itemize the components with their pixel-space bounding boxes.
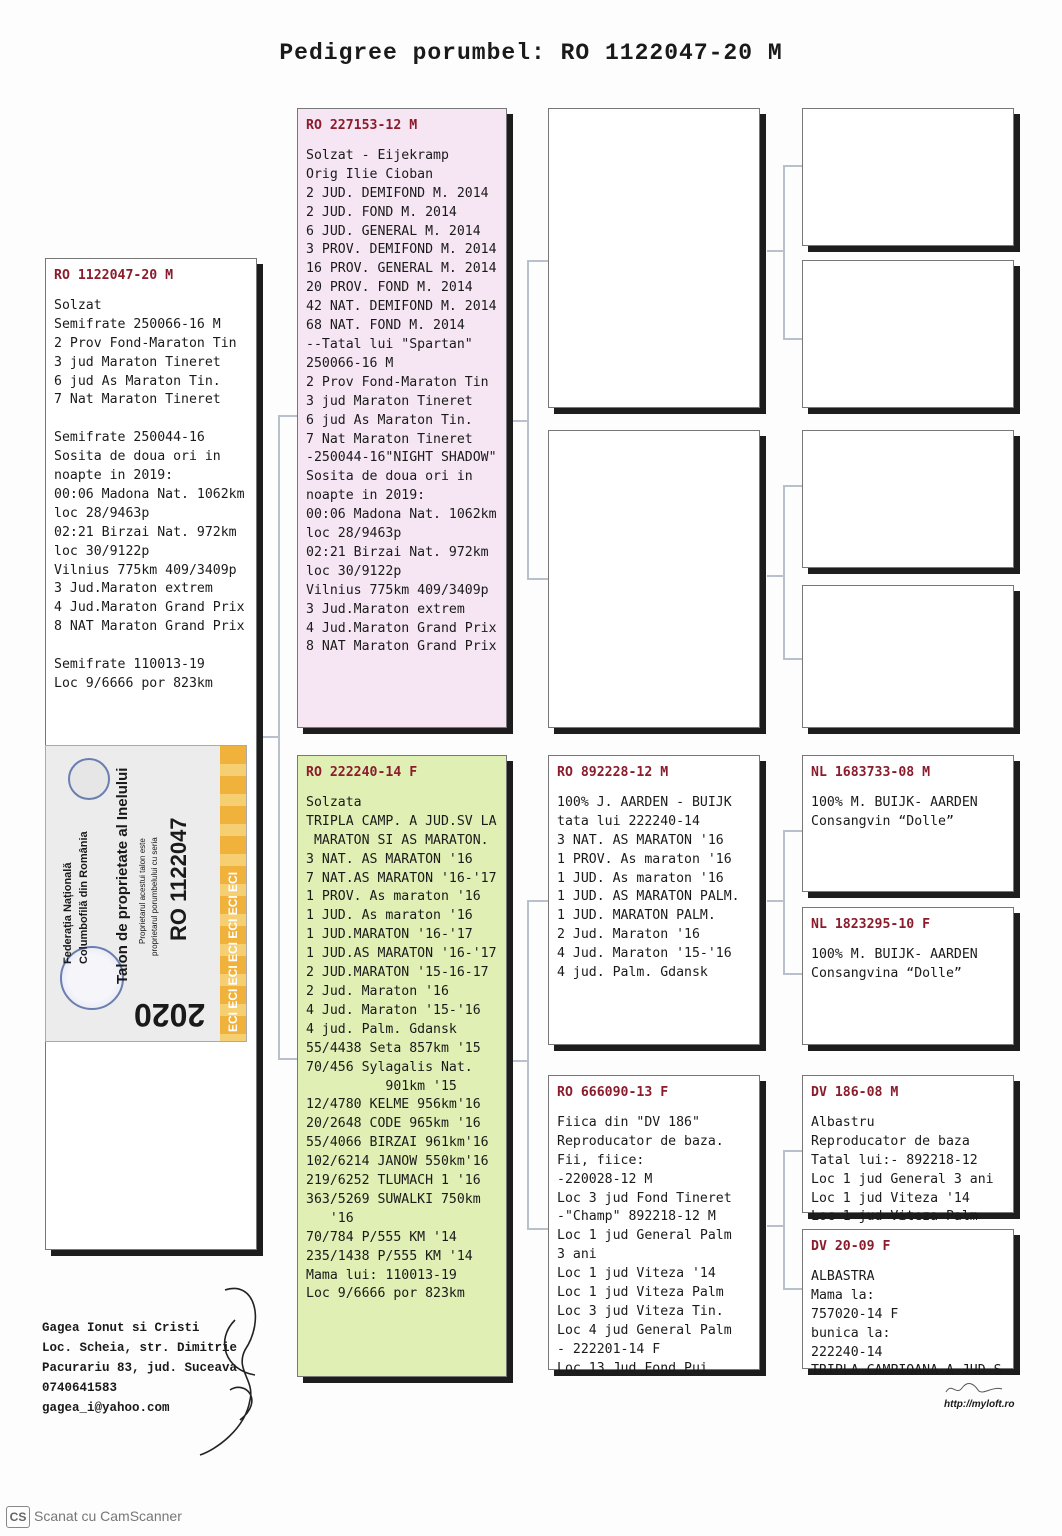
connector-line [278,415,298,417]
pedigree-line: 55/4438 Seta 857km '15 [306,1040,481,1056]
pedigree-line: 02:21 Birzai Nat. 972km [54,524,237,540]
pedigree-line: 8 NAT Maraton Grand Prix [54,619,245,635]
pedigree-line: 3 ani [557,1247,597,1263]
sire-ring: RO 227153-12 M [306,118,418,133]
connector-line [783,830,803,832]
pedigree-line: loc 28/9463p [306,526,402,542]
pedigree-line: ALBASTRA [811,1268,875,1284]
pedigree-line: 7 Nat Maraton Tineret [306,431,473,447]
dam-dam-ring: RO 666090-13 F [557,1085,669,1100]
pedigree-line: 1 JUD.MARATON '16-'17 [306,927,473,943]
pedigree-line: Vilnius 775km 409/3409p [54,562,237,578]
pedigree-line: 3 Jud.Maraton extrem [306,601,465,617]
pedigree-line: Loc 3 jud Viteza Tin. [557,1303,724,1319]
page-title: Pedigree porumbel: RO 1122047-20 M [279,40,783,66]
myloft-signature-icon [944,1382,1004,1396]
pedigree-line: Loc 1 jud Viteza '14 [811,1190,970,1206]
connector-line [783,485,803,487]
pedigree-line: 4 jud. Palm. Gdansk [306,1021,457,1037]
talon-subtitle-line2: proprietarul porumbelului cu seria [150,837,159,956]
pedigree-line: loc 30/9122p [54,543,150,559]
pedigree-line: 235/1438 P/555 KM '14 [306,1248,473,1264]
connector-line [767,900,785,902]
pedigree-line: 70/456 Sylagalis Nat. [306,1059,473,1075]
talon-subtitle: Proprietarul acestui talon este [138,838,147,944]
pedigree-line: 222240-14 [811,1344,883,1360]
pedigree-line: 1 PROV. As maraton '16 [557,851,732,867]
ring-ownership-talon [45,745,247,1042]
pedigree-line: 1 JUD. AS MARATON PALM. [557,889,740,905]
pedigree-line: -"Champ" 892218-12 M [557,1209,716,1225]
connector-line [783,165,803,167]
pedigree-line: 2 Prov Fond-Maraton Tin [54,335,237,351]
pedigree-line: --Tatal lui "Spartan" [306,336,473,352]
ggp-card-empty-1 [802,108,1014,246]
pedigree-line: 102/6214 JANOW 550km'16 [306,1154,489,1170]
ggp-ring-2: NL 1823295-10 F [811,917,931,932]
connector-line [783,973,803,975]
pedigree-line: 219/6252 TLUMACH 1 '16 [306,1173,481,1189]
pedigree-line: 7 NAT.AS MARATON '16-'17 [306,870,497,886]
owner-email: gagea_i@yahoo.com [42,1401,170,1415]
pedigree-line: 3 NAT. AS MARATON '16 [306,851,473,867]
ggp-card-3 [802,1075,1014,1225]
pedigree-line: 4 jud. Palm. Gdansk [557,965,708,981]
talon-federation-line2: Columbofilă din România [78,831,90,964]
owner-phone: 0740641583 [42,1381,118,1395]
pedigree-line: 901km '15 [306,1078,457,1094]
pedigree-line: Solzat [54,297,102,313]
connector-line [783,658,803,660]
myloft-logo [944,1382,1015,1410]
pedigree-line: Vilnius 775km 409/3409p [306,582,489,598]
pedigree-line: 1 JUD. As maraton '16 [557,870,724,886]
pedigree-line: 4 Jud.Maraton Grand Prix [54,600,245,616]
pedigree-line: TRIPLA CAMP. A JUD.SV LA [306,813,497,829]
pedigree-line: Consangvin “Dolle” [811,813,954,829]
dam-ring: RO 222240-14 F [306,765,418,780]
pedigree-line: loc 28/9463p [54,505,150,521]
pedigree-line: 1 JUD.AS MARATON '16-'17 [306,946,497,962]
camscanner-icon: CS [6,1506,30,1528]
pedigree-line: - 222201-14 F [557,1341,661,1357]
myloft-url: http://myloft.ro [944,1399,1015,1410]
sire-sire-card-empty [548,108,760,408]
pedigree-line: 16 PROV. GENERAL M. 2014 [306,261,497,277]
pedigree-line: 3 NAT. AS MARATON '16 [557,832,724,848]
pedigree-line [54,637,248,656]
connector-line [783,1150,803,1152]
pedigree-line: 20 PROV. FOND M. 2014 [306,280,473,296]
connector-line [767,1225,785,1227]
pedigree-line: 1 JUD. As maraton '16 [306,908,473,924]
owner-name: Gagea Ionut si Cristi [42,1321,200,1335]
connector-line [527,260,548,262]
pedigree-line: 2 JUD. DEMIFOND M. 2014 [306,185,489,201]
pedigree-line: noapte in 2019: [54,468,174,484]
ggp-card-empty-4 [802,585,1014,728]
sire-card [297,108,507,728]
pedigree-line: '16 [306,1210,354,1226]
camscanner-footer [6,1506,182,1528]
pedigree-line: Tatal lui:- 892218-12 [811,1152,978,1168]
ggp-ring-4: DV 20-09 F [811,1239,891,1254]
connector-line [278,1058,298,1060]
pedigree-line [54,410,248,429]
pedigree-line: TRIPLA CAMPIOANA A JUD.S [811,1363,1002,1379]
pedigree-line: Loc 9/6666 por 823km [54,676,213,691]
pedigree-line: Loc 1 jud Viteza Palm [557,1285,724,1301]
talon-strip: ECI ECI ECI ECI ECI ECI ECI [220,746,246,1041]
pedigree-line: 2 Jud. Maraton '16 [306,983,449,999]
pedigree-line: 00:06 Madona Nat. 1062km [54,486,245,502]
pedigree-line: 6 jud As Maraton Tin. [54,373,221,389]
pedigree-line: Loc 13 Jud Fond Pui [557,1360,708,1376]
connector-line [527,900,548,902]
pedigree-line: Sosita de doua ori in [54,449,221,465]
dam-card [297,755,507,1377]
ggp-card-empty-3 [802,430,1014,568]
owner-address-1: Loc. Scheia, str. Dimitrie [42,1341,238,1355]
connector-line [513,420,529,422]
pedigree-line: 100% M. BUIJK- AARDEN [811,794,978,810]
pedigree-line: noapte in 2019: [306,488,426,504]
ggp-ring-3: DV 186-08 M [811,1085,899,1100]
pedigree-line: Semifrate 250044-16 [54,430,205,446]
pedigree-line: Orig Ilie Cioban [306,166,434,182]
pedigree-line: -250044-16"NIGHT SHADOW" [306,450,497,466]
connector-line [783,1150,785,1290]
connector-line [783,830,785,975]
connector-line [767,575,785,577]
pedigree-line: Reproducator de baza. [557,1133,724,1149]
connector-line [527,578,548,580]
ggp-ring-1: NL 1683733-08 M [811,765,931,780]
dam-sire-ring: RO 892228-12 M [557,765,669,780]
connector-line [527,900,529,1230]
pedigree-line: 4 Jud. Maraton '15-'16 [306,1002,481,1018]
connector-line [783,1288,803,1290]
pedigree-line: 70/784 P/555 KM '14 [306,1229,457,1245]
signature-icon [195,1280,285,1460]
owner-address-2: Pacurariu 83, jud. Suceava [42,1361,238,1375]
pedigree-line: -220028-12 M [557,1171,653,1187]
pedigree-line: 2 Prov Fond-Maraton Tin [306,374,489,390]
connector-line [767,250,785,252]
talon-year: 2020 [134,997,206,1033]
pedigree-line: Sosita de doua ori in [306,469,473,485]
camscanner-text: Scanat cu CamScanner [34,1508,182,1524]
pedigree-line: Solzata [306,794,362,810]
talon-ring-number: RO 1122047 [166,817,191,941]
pedigree-line: 20/2648 CODE 965km '16 [306,1116,481,1132]
connector-line [527,1228,548,1230]
pedigree-line: Loc 1 jud Viteza Palm [811,1209,978,1225]
pigeon-ring: RO 1122047-20 M [54,268,174,283]
pedigree-line: 363/5269 SUWALKI 750km [306,1191,481,1207]
pedigree-line: 1 JUD. MARATON PALM. [557,908,716,924]
pedigree-line: 42 NAT. DEMIFOND M. 2014 [306,299,497,315]
pedigree-line: Loc 4 jud General Palm [557,1322,732,1338]
pedigree-line: Reproducator de baza [811,1133,970,1149]
pedigree-line: 8 NAT Maraton Grand Prix [306,639,497,655]
pedigree-line: 100% J. AARDEN - BUIJK [557,794,732,810]
ggp-card-2 [802,907,1014,1045]
pedigree-line: 2 JUD. FOND M. 2014 [306,204,457,220]
pedigree-line: Loc 1 jud General 3 ani [811,1171,994,1187]
pedigree-line: 250066-16 M [306,355,394,371]
pedigree-line: 6 jud As Maraton Tin. [306,412,473,428]
pedigree-line: bunica la: [811,1325,891,1341]
pedigree-line: 100% M. BUIJK- AARDEN [811,946,978,962]
eci-logo-icon [68,758,110,800]
pedigree-line: Semifrate 110013-19 [54,657,205,673]
pedigree-line: tata lui 222240-14 [557,813,700,829]
talon-federation: Federația Națională [62,862,74,964]
pedigree-line: Solzat - Eijekramp [306,147,449,163]
pedigree-line: Fiica din "DV 186" [557,1114,700,1130]
pedigree-line: Fii, fiice: [557,1152,645,1168]
pedigree-line: 55/4066 BIRZAI 961km'16 [306,1135,489,1151]
pedigree-line: 3 PROV. DEMIFOND M. 2014 [306,242,497,258]
pedigree-line: 1 PROV. As maraton '16 [306,889,481,905]
dam-dam-card [548,1075,760,1376]
ggp-card-1 [802,755,1014,892]
pedigree-line: MARATON SI AS MARATON. [306,832,489,848]
connector-line [783,338,803,340]
sire-dam-card-empty [548,430,760,728]
connector-line [783,485,785,660]
pedigree-line: 7 Nat Maraton Tineret [54,392,221,408]
pedigree-line: Consangvina “Dolle” [811,965,962,981]
pedigree-line: Albastru [811,1114,875,1130]
pedigree-line: Mama la: [811,1287,875,1303]
dam-sire-card [548,755,760,1045]
pedigree-line: 3 jud Maraton Tineret [54,354,221,370]
connector-line [513,1060,529,1062]
connector-line [262,736,280,738]
pedigree-line: Loc 1 jud Viteza '14 [557,1266,716,1282]
pedigree-line: 6 JUD. GENERAL M. 2014 [306,223,481,239]
pedigree-line: Semifrate 250066-16 M [54,316,221,332]
pedigree-line: 68 NAT. FOND M. 2014 [306,318,465,334]
pedigree-line: 3 Jud.Maraton extrem [54,581,213,597]
pedigree-line: Mama lui: 110013-19 [306,1267,457,1283]
pedigree-line: 4 Jud.Maraton Grand Prix [306,620,497,636]
ggp-card-4 [802,1229,1014,1379]
pedigree-line: 00:06 Madona Nat. 1062km [306,507,497,523]
ggp-card-empty-2 [802,260,1014,408]
pedigree-line: 02:21 Birzai Nat. 972km [306,544,489,560]
pedigree-line: 2 JUD.MARATON '15-16-17 [306,965,489,981]
pedigree-line: 12/4780 KELME 956km'16 [306,1097,481,1113]
pedigree-line: 3 jud Maraton Tineret [306,393,473,409]
talon-title: Talon de proprietate al Inelului [114,767,131,984]
pedigree-line: Loc 3 jud Fond Tineret [557,1190,732,1206]
pedigree-line: Loc 9/6666 por 823km [306,1286,465,1302]
pedigree-line: 4 Jud. Maraton '15-'16 [557,946,732,962]
pedigree-line: loc 30/9122p [306,563,402,579]
pedigree-line: 757020-14 F [811,1306,899,1322]
pedigree-line: 2 Jud. Maraton '16 [557,927,700,943]
pedigree-line: Loc 1 jud General Palm [557,1228,732,1244]
connector-line [783,165,785,340]
